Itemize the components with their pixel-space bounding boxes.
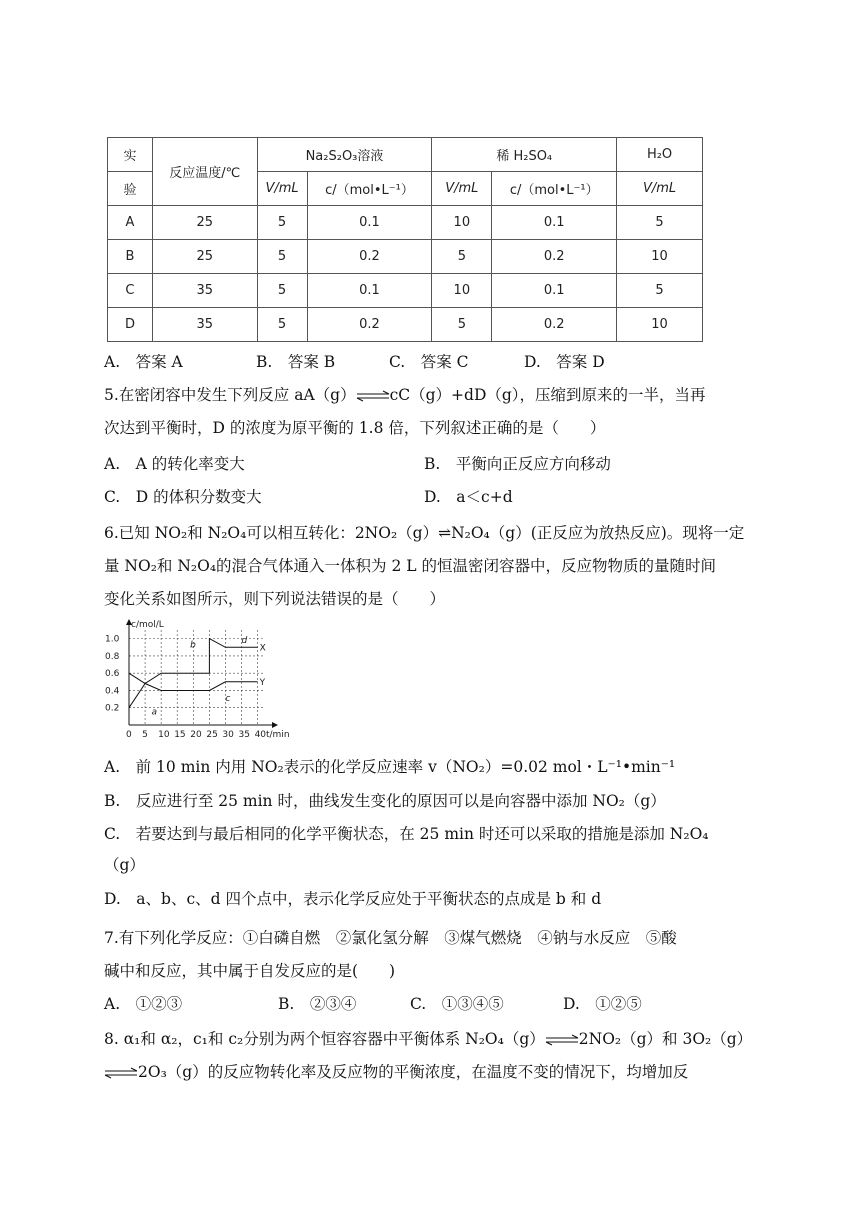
- q6-option-c: C. 若要达到与最后相同的化学平衡状态，在 25 min 时还可以采取的措施是添加 N₂O₄: [104, 825, 709, 843]
- q6-option-c-cont: （g）: [104, 856, 145, 874]
- table-cell: 35: [152, 274, 257, 308]
- table-cell: 25: [152, 206, 257, 240]
- q5-stem-text: 5.在密闭容中发生下列反应: [104, 386, 295, 404]
- table-cell: B: [108, 240, 153, 274]
- equilibrium-arrow-icon: [356, 391, 390, 401]
- q8-stem-text-2: 2NO₂（g）和 3O₂（g）: [578, 1030, 753, 1048]
- q7-option-c: C. ①③④⑤: [410, 995, 504, 1013]
- x-tick-label: 35: [238, 730, 250, 740]
- q5-stem-line2: 次达到平衡时，D 的浓度为原平衡的 1.8 倍，下列叙述正确的是（ ）: [104, 419, 606, 437]
- y-tick-label: 0.8: [105, 651, 120, 662]
- q6-option-d: D. a、b、c、d 四个点中，表示化学反应处于平衡状态的点成是 b 和 d: [104, 890, 602, 908]
- point-label: d: [241, 635, 248, 646]
- table-cell: 0.2: [307, 308, 432, 342]
- table-cell: A: [108, 206, 153, 240]
- x-tick-label: 25: [206, 730, 218, 740]
- q5-option-a: A. A 的转化率变大: [104, 455, 245, 473]
- x-tick-label: 10: [158, 730, 170, 740]
- q4-option-b: B. 答案 B: [256, 353, 336, 371]
- q7-option-a: A. ①②③: [104, 995, 183, 1013]
- table-cell: 0.2: [492, 308, 617, 342]
- header-cell: 实: [108, 138, 153, 172]
- y-tick-label: 1.0: [105, 634, 120, 645]
- q7-option-d: D. ①②⑤: [563, 995, 642, 1013]
- x-tick-label: 20: [190, 730, 202, 740]
- header-cell: H₂O: [617, 138, 703, 172]
- table-cell: 10: [617, 308, 703, 342]
- table-cell: 10: [617, 240, 703, 274]
- table-cell: 5: [432, 308, 492, 342]
- table-cell: 0.1: [492, 206, 617, 240]
- y-tick-label: 0.2: [105, 703, 120, 714]
- table-row: [108, 240, 703, 274]
- equilibrium-arrow-icon: [104, 1068, 138, 1078]
- table-cell: C: [108, 274, 153, 308]
- table-cell: 0.1: [307, 274, 432, 308]
- y-tick-label: 0.6: [105, 669, 120, 680]
- x-tick-label: 15: [174, 730, 186, 740]
- table-row: [108, 206, 703, 240]
- q7-stem-line1: 7.有下列化学反应：①白磷自燃 ②氯化氢分解 ③煤气燃烧 ④钠与水反应 ⑤酸: [104, 929, 677, 947]
- q5-option-b: B. 平衡向正反应方向移动: [424, 455, 611, 473]
- x-tick-label: 30: [222, 730, 234, 740]
- x-axis-label: t/min: [266, 730, 290, 740]
- experiment-table-wrap: [107, 137, 703, 342]
- q6-stem-line2: 量 NO₂和 N₂O₄的混合气体通入一体积为 2 L 的恒温密闭容器中，反应物物质的量随时间: [104, 557, 716, 575]
- q7-option-b: B. ②③④: [278, 995, 357, 1013]
- q4-option-a: A. 答案 A: [104, 353, 183, 371]
- series-label: X: [259, 643, 266, 654]
- table-cell: 0.2: [492, 240, 617, 274]
- table-cell: 10: [432, 206, 492, 240]
- table-cell: 5: [257, 308, 307, 342]
- table-cell: D: [108, 308, 153, 342]
- header-cell: V/mL: [257, 172, 307, 206]
- header-cell: V/mL: [432, 172, 492, 206]
- x-axis-arrow-icon: [272, 722, 278, 728]
- table-cell: 10: [432, 274, 492, 308]
- table-cell: 5: [257, 274, 307, 308]
- table-cell: 0.1: [307, 206, 432, 240]
- point-label: c: [225, 693, 231, 704]
- equilibrium-arrow-icon: [545, 1035, 579, 1045]
- header-cell: Na₂S₂O₃溶液: [257, 138, 432, 172]
- q8-stem-line1: [104, 1029, 752, 1049]
- q8-stem-line2: [104, 1062, 688, 1082]
- header-cell: 稀 H₂SO₄: [432, 138, 617, 172]
- q8-stem-text: 8. α₁和 α₂，c₁和 c₂分别为两个恒容容器中平衡体系 N₂O₄（g）: [104, 1030, 545, 1048]
- q5-products: cC（g）+dD（g），压缩到原来的一半，当再: [389, 386, 706, 404]
- y-tick-label: 0.4: [105, 686, 120, 697]
- y-axis-label: c/mol/L: [131, 620, 164, 630]
- header-cell: c/（mol•L⁻¹）: [492, 172, 617, 206]
- q4-option-c: C. 答案 C: [389, 353, 469, 371]
- table-cell: 5: [617, 274, 703, 308]
- x-tick-label: 5: [142, 730, 148, 740]
- q8-stem-text-3: 2O₃（g）的反应物转化率及反应物的平衡浓度，在温度不变的情况下，均增加反: [138, 1063, 689, 1081]
- header-cell: V/mL: [617, 172, 703, 206]
- header-cell: 验: [108, 172, 153, 206]
- table-cell: 0.2: [307, 240, 432, 274]
- table-cell: 5: [617, 206, 703, 240]
- q6-option-a: A. 前 10 min 内用 NO₂表示的化学反应速率 v（NO₂）=0.02 mol・L⁻¹•min⁻¹: [104, 758, 676, 776]
- x-tick-label: 40: [254, 730, 267, 740]
- x-tick-label: 0: [126, 730, 132, 740]
- table-cell: 0.1: [492, 274, 617, 308]
- q7-stem-line2: 碱中和反应，其中属于自发反应的是( ): [104, 962, 396, 980]
- concentration-time-chart: [103, 615, 290, 745]
- header-cell: 反应温度/℃: [152, 138, 257, 206]
- q5-option-d: D. a＜c+d: [424, 488, 513, 506]
- q5-option-c: C. D 的体积分数变大: [104, 488, 262, 506]
- q5-stem-line1: [104, 385, 706, 405]
- series-label: Y: [259, 677, 266, 688]
- table-row: [108, 274, 703, 308]
- q5-reactant: aA（g）: [294, 386, 356, 404]
- q6-option-b: B. 反应进行至 25 min 时，曲线发生变化的原因可以是向容器中添加 NO₂（g）: [104, 792, 666, 810]
- q6-stem-line3: 变化关系如图所示，则下列说法错误的是（ ）: [104, 590, 446, 608]
- table-row: [108, 308, 703, 342]
- q6-stem-line1: 6.已知 NO₂和 N₂O₄可以相互转化：2NO₂（g）⇌N₂O₄（g）(正反应为放热反应)。现将一定: [104, 524, 745, 542]
- table-cell: 5: [257, 240, 307, 274]
- experiment-table: [107, 137, 703, 342]
- table-cell: 5: [257, 206, 307, 240]
- table-cell: 5: [432, 240, 492, 274]
- table-cell: 35: [152, 308, 257, 342]
- q4-option-d: D. 答案 D: [524, 353, 605, 371]
- table-cell: 25: [152, 240, 257, 274]
- header-cell: c/（mol•L⁻¹）: [307, 172, 432, 206]
- point-label: a: [151, 707, 158, 718]
- point-label: b: [190, 640, 196, 651]
